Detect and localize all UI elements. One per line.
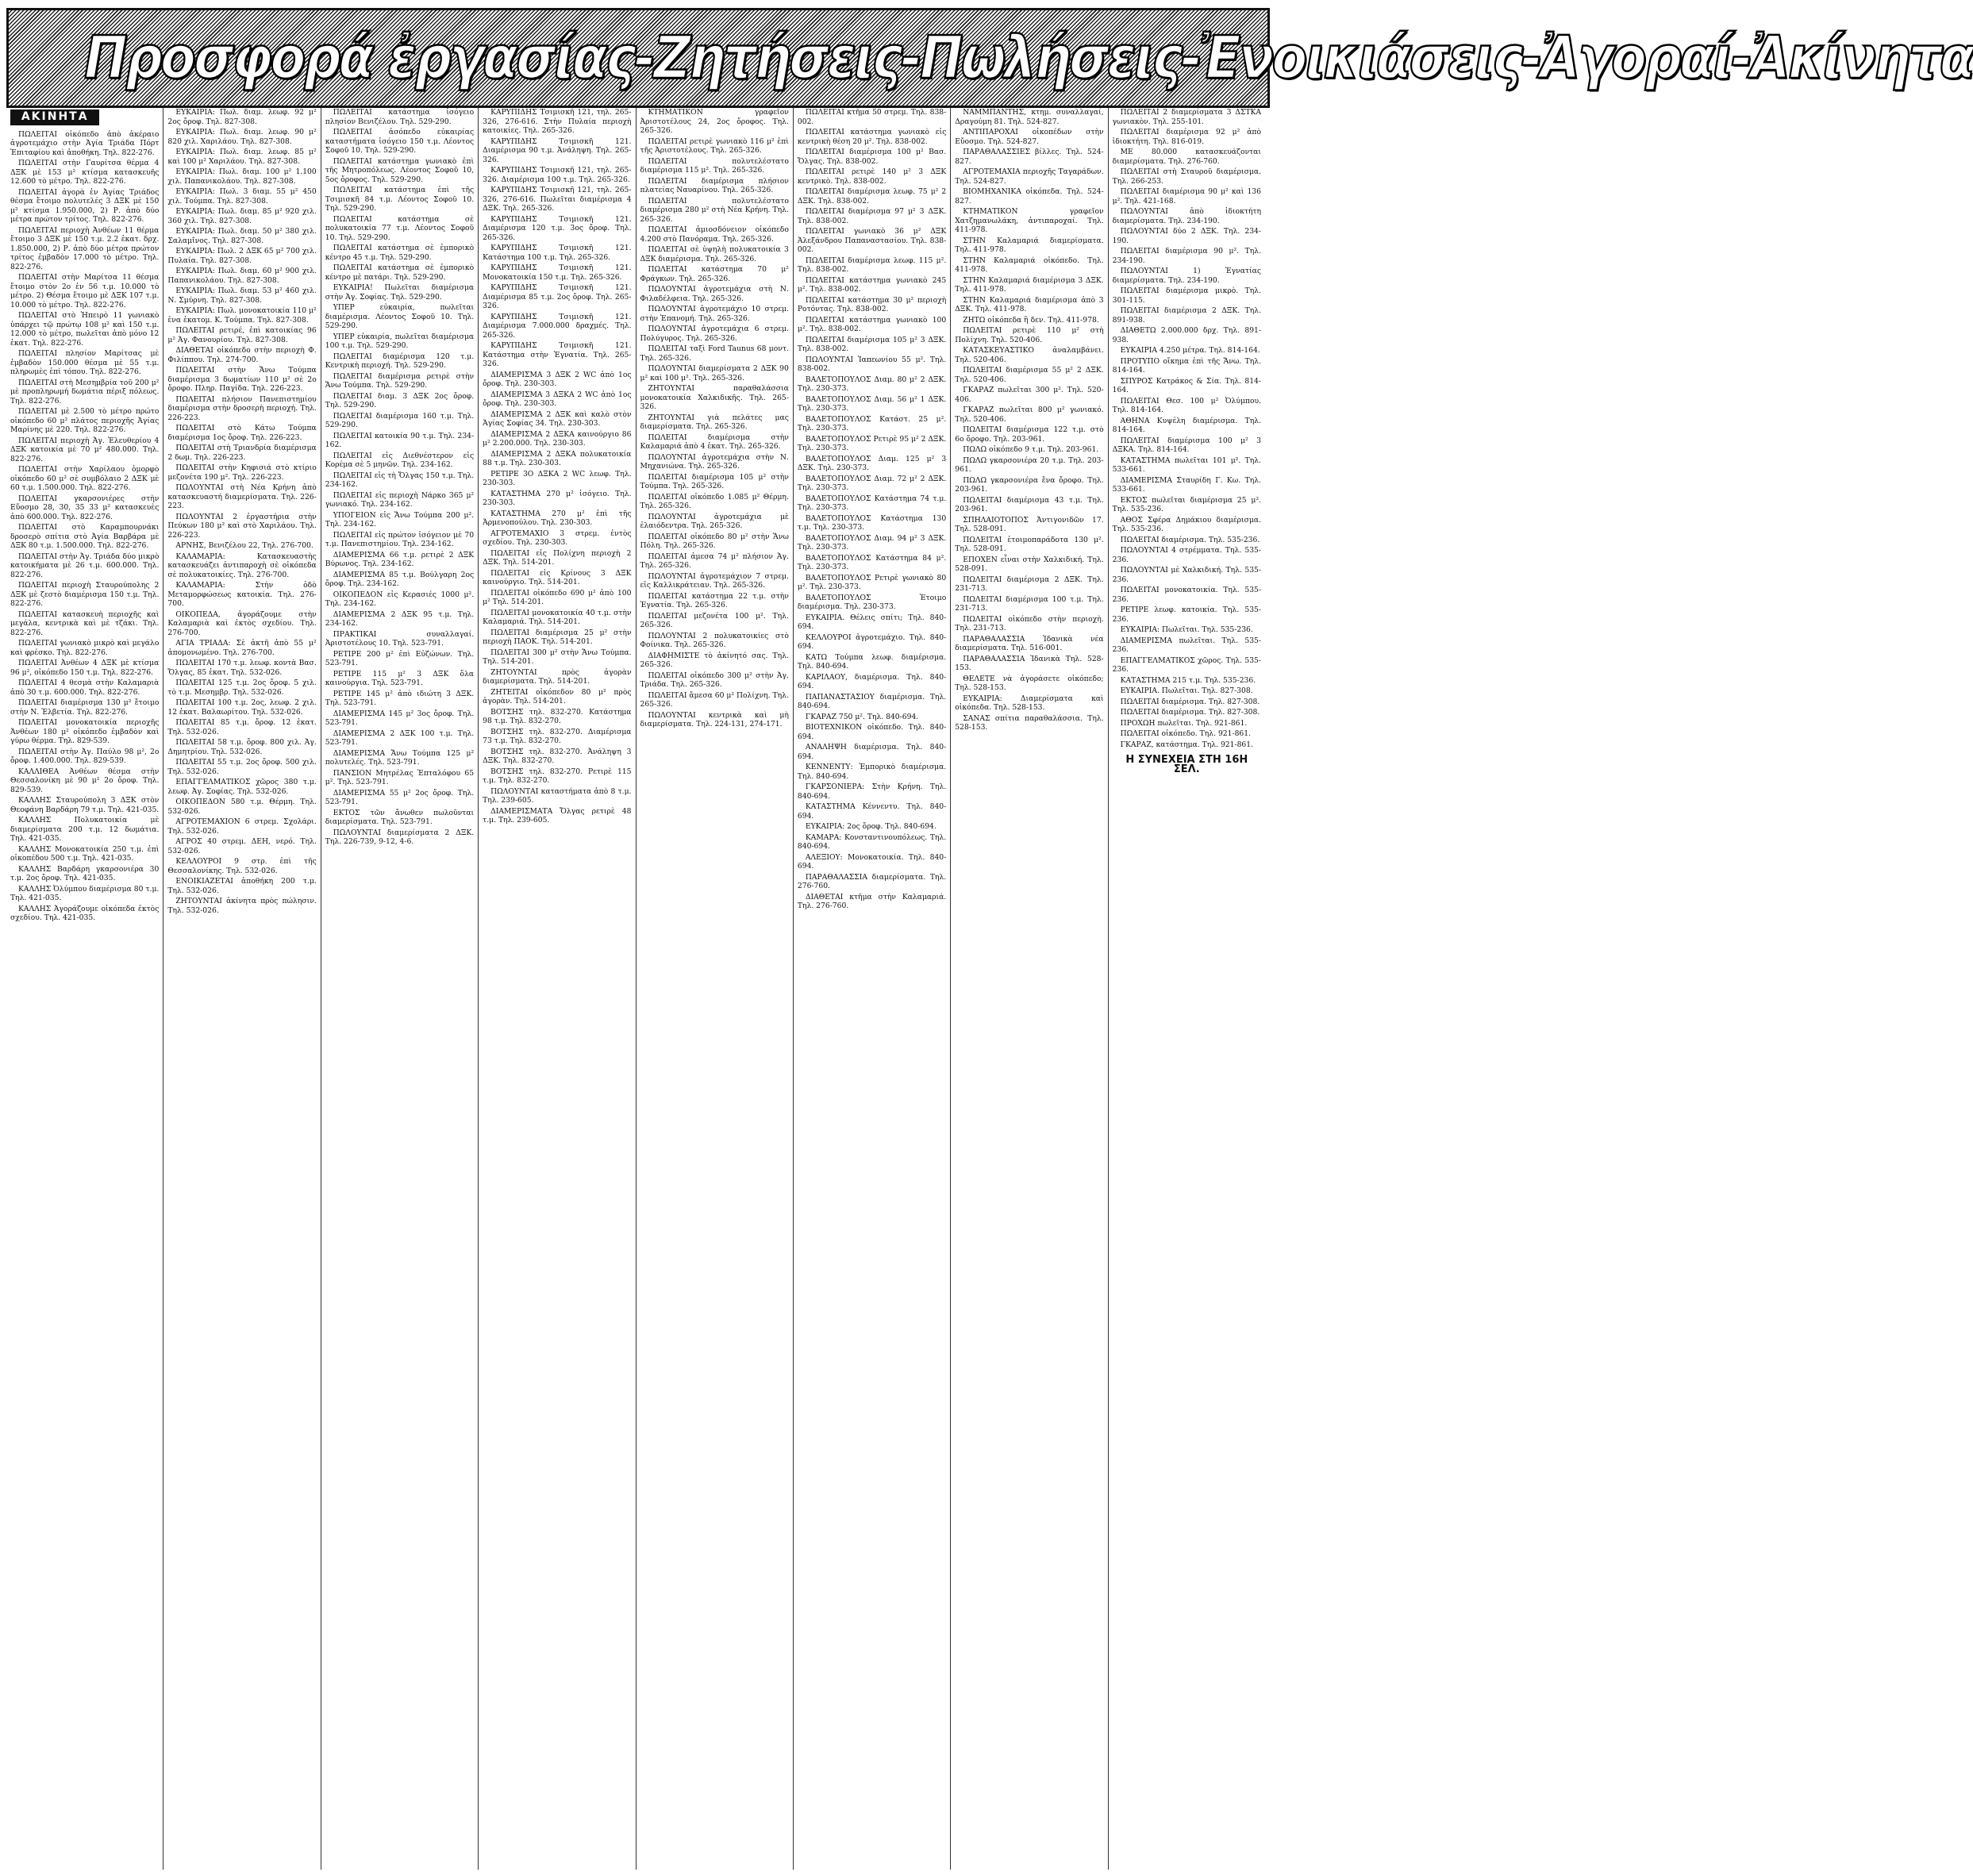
classified-ad: ΥΠΕΡ εὐκαιρία, πωλεῖται διαμέρισμα. Λέοντος Σοφοῦ 10. Τηλ. 529-290. <box>325 303 475 330</box>
classified-ad: ΠΩΛΩ γκαρσονιέρα 20 τ.μ. Τηλ. 203-961. <box>955 456 1104 474</box>
classified-ad: ΠΑΡΑΘΑΛΑΣΣΙΑ διαμερίσματα. Τηλ. 276-760. <box>797 872 947 890</box>
column-7 <box>950 108 1107 1870</box>
classified-ad: ΠΩΛΕΙΤΑΙ κατάστημα ἐπὶ τῆς Τσιμισκῆ 84 τ.μ. Λέοντος Σοφοῦ 10. Τηλ. 529-290. <box>325 186 475 213</box>
classified-ad: ΔΙΑΜΕΡΙΣΜΑ 66 τ.μ. ρετιρὲ 2 ΔΞΚ Βύρωνος. Τηλ. 234-162. <box>325 550 475 568</box>
classified-ad: ΕΥΚΑΙΡΙΑ: 2ος ὄροφ. Τηλ. 840-694. <box>805 822 937 831</box>
classified-ad: ΠΩΛΕΙΤΑΙ εἰς τὴ Ὄλγας 150 τ.μ. Τηλ. 234-162. <box>325 471 475 489</box>
classified-ad: ΒΑΛΕΤΟΠΟΥΛΟΣ Διαμ. 125 μ² 3 ΔΞΚ. Τηλ. 230-373. <box>797 454 947 472</box>
classified-ad: ΠΩΛΕΙΤΑΙ διαμέρισμα 43 τ.μ. Τηλ. 203-961. <box>955 495 1104 513</box>
classified-ad: ΠΩΛΟΥΝΤΑΙ μὲ Χαλκιδική. Τηλ. 535-236. <box>1112 566 1261 584</box>
classified-ad: ΒΟΤΣΗΣ τηλ. 832-270. Κατάστημα 98 τ.μ. Τηλ. 832-270. <box>483 707 632 725</box>
classified-ad: ΠΩΛΕΙΤΑΙ διαμέρισμα ρετιρὲ στὴν Ἄνω Τούμπα. Τηλ. 529-290. <box>325 371 475 390</box>
classified-ad: ΔΙΑΜΕΡΙΣΜΑ 2 ΔΞΚΑ πολυκατοικία 88 τ.μ. Τηλ. 230-303. <box>483 449 632 467</box>
classified-ad: ΠΩΛΕΙΤΑΙ διαμέρισμα λεωφ. 75 μ² 2 ΔΞΚ. Τηλ. 838-002. <box>797 187 947 206</box>
classified-ad: ΕΠΑΓΓΕΛΜΑΤΙΚΟΣ χῶρος 380 τ.μ. λεωφ. Ἀγ. Σοφίας. Τηλ. 532-026. <box>167 778 317 796</box>
classified-ad: ΒΑΛΕΤΟΠΟΥΛΟΣ Κατάστημα 84 μ². Τηλ. 230-373. <box>797 553 947 571</box>
classified-ad: ΚΑΡΥΠΙΔΗΣ Τσιμισκῆ 121. Διαμέρισμα 7.000.000 δραχμές. Τηλ. 265-326. <box>483 312 632 340</box>
classified-ad: ΚΑΤΑΣΤΗΜΑ πωλεῖται 101 μ². Τηλ. 533-661. <box>1112 456 1261 474</box>
classified-ad: ΣΤΗΝ Καλαμαριά διαμερίσματα. Τηλ. 411-978. <box>955 236 1104 254</box>
classified-ad: ΠΩΛΕΙΤΑΙ οἰκόπεδο στὴν περιοχὴ. Τηλ. 231-713. <box>955 614 1104 632</box>
classified-ad: ΠΩΛΕΙΤΑΙ ρετιρέ, ἐπὶ κατοικίας 96 μ² Ἀγ. Φανουρίου. Τηλ. 827-308. <box>167 326 317 344</box>
classified-ad: ΠΩΛΕΙΤΑΙ διαμέρισμα πλήσιον πλατείας Ναυαρίνου. Τηλ. 265-326. <box>640 176 789 194</box>
classified-ad: ΠΩΛΕΙΤΑΙ ἀγορὰ ἐν Ἀγίας Τριάδος θέσμα ἔτοιμο πολυτελές 3 ΔΞΚ μὲ 150 μ² κτίσμα 1.950.000, 2) Ρ. ἀπὸ δύο μέτρα πρώτον τρίτος. Τηλ. 822-276. <box>10 187 160 224</box>
classified-ad: ΠΩΛΕΙΤΑΙ πολυτελέστατο διαμέρισμα 115 μ². Τηλ. 265-326. <box>640 156 789 175</box>
classified-ad: ΠΩΛΕΙΤΑΙ στὴν Ἀγ. Παύλο 98 μ², 2ο ὄροφ. 1.400.000. Τηλ. 829-539. <box>10 747 160 765</box>
classified-ad: ΠΩΛΕΙΤΑΙ εἰς Κρίνους 3 ΔΞΚ καινούργιο. Τηλ. 514-201. <box>483 568 632 586</box>
classified-ad: ΠΩΛΕΙΤΑΙ περιοχὴ Ἀγ. Ἐλευθερίου 4 ΔΞΚ κατοικία μὲ 70 μ² 480.000. Τηλ. 822-276. <box>10 436 160 463</box>
classified-ad: ΠΩΛΕΙΤΑΙ διαμέρισμα 120 τ.μ. Κεντρικὴ περιοχή. Τηλ. 529-290. <box>325 352 475 370</box>
classified-ad: ΠΩΛΕΙΤΑΙ διαμέρισμα 25 μ² στὴν περιοχὴ ΠΑΟΚ. Τηλ. 514-201. <box>483 628 632 646</box>
classified-ad: ΠΩΛΕΙΤΑΙ περιοχὴ Ἀνθέων 11 θέρμα ἔτοιμο 3 ΔΞΚ μὲ 150 τ.μ. 2.2 ἑκατ. δρχ. 1.850.000, 2) Ρ. ἀπὸ δύο μέτρα πρώτον τρίτος ἐμβαδὸν 17.000 τὸ μέτρο. Τηλ. 822-276. <box>10 225 160 271</box>
classified-ad: ΖΗΤΕΙΤΑΙ οἰκόπεδον 80 μ² πρὸς ἀγορὰν. Τηλ. 514-201. <box>483 687 632 705</box>
classified-ad: ΔΙΑΜΕΡΙΣΜΑ 2 ΔΞΚΑ καινούργιο 86 μ² 2.200.000. Τηλ. 230-303. <box>483 429 632 448</box>
classified-ad: ΠΩΛΕΙΤΑΙ στὸ Καραμπουρνάκι δροσερὸ σπίτια στὸ Ἀγία Βαρβάρα μὲ ΔΞΚ 80 τ.μ. 1.500.000. Τηλ. 822-276. <box>10 523 160 550</box>
classified-ad: ΠΩΛΟΥΝΤΑΙ ἀγροτεμάχια στὴ Ν. Φιλαδέλφεια. Τηλ. 265-326. <box>640 285 789 303</box>
classified-ad: ΓΚΑΡΑΖ πωλεῖται 300 μ². Τηλ. 520-406. <box>955 386 1104 404</box>
classified-ad: ΕΥΚΑΙΡΙΑ. Θέλεις σπίτι; Τηλ. 840-694. <box>797 613 947 631</box>
classified-ad: ΠΩΛΕΙΤΑΙ ἀμιοσδόνειον οἰκόπεδο 4.200 στὸ Πανόραμα. Τηλ. 265-326. <box>640 225 789 244</box>
classified-ad: ΠΩΛΕΙΤΑΙ στὴν Μαρίτσα 11 θέσμα ἔτοιμο στὸν 2ο ἐν 56 τ.μ. 10.000 τὸ μέτρο. 2) Θέσμα ἔτοιμο μὲ ΔΞΚ 107 τ.μ. 10.000 τὸ μέτρο. Τηλ. 822-276. <box>10 273 160 309</box>
classified-ad: ΠΩΛΕΙΤΑΙ μονοκατοικία. Τηλ. 535-236. <box>1112 586 1261 604</box>
classified-ad: ΠΩΛΕΙΤΑΙ διαμέρισμα 2 ΔΞΚ. Τηλ. 231-713. <box>955 575 1104 593</box>
column-5 <box>636 108 793 1870</box>
classified-ad: ΠΩΛΕΙΤΑΙ διαμέρισμα 105 μ² 3 ΔΞΚ. Τηλ. 838-002. <box>797 335 947 353</box>
classified-ad: ΖΗΤΟΥΝΤΑΙ γιὰ πελάτες μας διαμερίσματα. Τηλ. 265-326. <box>640 413 789 431</box>
classified-ad: ΠΩΛΕΙΤΑΙ πλήσιον Πανεπιστημίου διαμέρισμα στὴν δροσερὴ περιοχή. Τηλ. 226-223. <box>167 394 317 422</box>
classified-ad: ΠΩΛΕΙΤΑΙ διαμέρισμα 160 τ.μ. Τηλ. 529-290. <box>325 411 475 429</box>
classified-ad: ΚΑΤΩ Τούμπα λεωφ. διαμέρισμα. Τηλ. 840-694. <box>797 652 947 671</box>
column-2 <box>163 108 320 1870</box>
classified-ad: ΠΩΛΕΙΤΑΙ μονοκατοικία 40 τ.μ. στὴν Καλαμαριά. Τηλ. 514-201. <box>483 608 632 626</box>
classified-ad: ΠΩΛΕΙΤΑΙ στὴ Μεσημβρία τοῦ 200 μ² μὲ προπληρωμή δωμάτια πέριξ πόλεως. Τηλ. 822-276. <box>10 378 160 406</box>
classified-ad: ΕΥΚΑΙΡΙΑ: Πωλ. διαμ. λεωφ. 90 μ² 820 χιλ. Χαριλάου. Τηλ. 827-308. <box>167 128 317 146</box>
classified-ad: ΡΕΤΙΡΕ λεωφ. κατοικία. Τηλ. 535-236. <box>1112 605 1261 624</box>
classified-ad: ΒΑΛΕΤΟΠΟΥΛΟΣ Ρετιρὲ 95 μ² 2 ΔΞΚ. Τηλ. 230-373. <box>797 434 947 452</box>
classified-ad: ΠΑΡΑΘΑΛΑΣΣΙΕΣ βίλλες. Τηλ. 524-827. <box>955 148 1104 166</box>
classified-ad: ΠΩΛΩ γκαρσονιέρα ἕνα ὄροφο. Τηλ. 203-961. <box>955 475 1104 494</box>
classified-ad: ΚΑΛΛΗΣ Ὀλύμπου διαμέρισμα 80 τ.μ. Τηλ. 421-035. <box>10 884 160 902</box>
classified-ad: ΕΥΚΑΙΡΙΑ: Πωλ. 2 ΔΞΚ 65 μ² 700 χιλ. Πυλαία. Τηλ. 827-308. <box>167 247 317 265</box>
classified-ad: ΔΙΑΘΕΤΑΙ κτῆμα στὴν Καλαμαριά. Τηλ. 276-760. <box>797 892 947 910</box>
classified-ad: ΣΤΗΝ Καλαμαριά διαμέρισμα ἀπὸ 3 ΔΞΚ. Τηλ. 411-978. <box>955 295 1104 313</box>
banner-title: Προσφορά ἐργασίας-Ζητήσεις-Πωλήσεις-Ἐνοικιάσεις-Ἀγοραί-Ἀκίνητα <box>84 24 1973 92</box>
classified-ad: ΠΡΟΧΩΗ πωλεῖται. Τηλ. 921-861. <box>1120 718 1248 728</box>
classified-ad: ΡΕΤΙΡΕ 200 μ² ἐπὶ Εὐζώνων. Τηλ. 523-791. <box>325 649 475 667</box>
classified-ad: ΠΩΛΕΙΤΑΙ κατάστημα σὲ πολυκατοικία 77 τ.μ. Λέοντος Σοφοῦ 10. Τηλ. 529-290. <box>325 214 475 242</box>
classified-ad: ΝΑΜΜΠΑΝΤΗΣ, κτημ. συναλλαγαί, Δραγούμη 81. Τηλ. 524-827. <box>955 108 1104 126</box>
classified-ad: ΚΑΡΥΠΙΔΗΣ Τσιμισκῆ 121, τηλ. 265-326, 276-616. Πωλεῖται διαμέρισμα 4 ΔΞΚ. Τηλ. 265-326. <box>483 186 632 213</box>
classified-ad: ΓΚΑΡΑΖ πωλεῖται 800 μ² γωνιακό. Τηλ. 520-406. <box>955 406 1104 424</box>
classified-ad: ΠΩΛΕΙΤΑΙ 58 τ.μ. ὄροφ. 800 χιλ. Ἀγ. Δημητρίου. Τηλ. 532-026. <box>167 738 317 756</box>
page-banner <box>6 8 1973 108</box>
classified-ad: ΑΓΡΟΤΕΜΑΧΙΑ περιοχῆς Ταγαράδων. Τηλ. 524-827. <box>955 167 1104 186</box>
classified-ad: ΚΑΤΑΣΚΕΥΑΣΤΙΚΟ ἀναλαμβάνει. Τηλ. 520-406. <box>955 346 1104 364</box>
classified-ad: ΔΙΑΜΕΡΙΣΜΑ 55 μ² 2ος ὄροφ. Τηλ. 523-791. <box>325 788 475 806</box>
classified-ad: ΠΩΛΟΥΝΤΑΙ στὴ Νέα Κρήνη ἀπὸ κατασκευαστή διαμερίσματα. Τηλ. 226-223. <box>167 483 317 510</box>
classified-ad: ΠΑΠΑΝΑΣΤΑΣΙΟΥ διαμέρισμα. Τηλ. 840-694. <box>797 692 947 710</box>
classified-ad: ΠΡΑΚΤΙΚΑΙ συναλλαγαί. Ἀριστοτέλους 10. Τηλ. 523-791. <box>325 629 475 648</box>
classified-ad: ΒΑΛΕΤΟΠΟΥΛΟΣ Ρετιρὲ γωνιακὸ 80 μ². Τηλ. 230-373. <box>797 573 947 591</box>
classified-ad: ΕΥΚΑΙΡΙΑ: Πωλ. μονοκατοικία 110 μ² ἐνα ἑκατομ. Κ. Τούμπα. Τηλ. 827-308. <box>167 306 317 325</box>
classified-ad: ΠΩΛΕΙΤΑΙ κατάστημα 22 τ.μ. στὴν Ἐγνατία. Τηλ. 265-326. <box>640 591 789 609</box>
classified-ad: ΖΗΤΟΥΝΤΑΙ παραθαλάσσια μονοκατοικία Χαλκιδικῆς. Τηλ. 265-326. <box>640 384 789 411</box>
classified-ad: ΠΩΛΕΙΤΑΙ οἰκόπεδο 300 μ² στὴν Ἀγ. Τριάδα. Τηλ. 265-326. <box>640 671 789 689</box>
classified-ad: ΚΑΡΥΠΙΔΗΣ Τσιμισκῆ 121. Μονοκατοικία 150 τ.μ. Τηλ. 265-326. <box>483 263 632 282</box>
classified-ad: ΚΤΗΜΑΤΙΚΟΝ γραφεῖον Ἀριστοτέλους 24, 2ος ὄροφος. Τηλ. 265-326. <box>640 108 789 135</box>
classified-ad: ΠΩΛΕΙΤΑΙ κατασκευὴ περιοχῆς καὶ μεγάλα, κεντρικὰ καὶ μὲ τζάκι. Τηλ. 822-276. <box>10 609 160 637</box>
classified-ad: ΔΙΑΜΕΡΙΣΜΑ 85 τ.μ. Βούλγαρη 2ος ὄροφ. Τηλ. 234-162. <box>325 570 475 588</box>
classified-ad: ΣΠΥΡΟΣ Κατράκος & Σία. Τηλ. 814-164. <box>1112 376 1261 394</box>
classified-ad: ΠΩΛΕΙΤΑΙ κτῆμα 50 στρεμ. Τηλ. 838-002. <box>797 108 947 126</box>
classified-ad: ΠΩΛΕΙΤΑΙ 100 τ.μ. 2ος, λεωφ. 2 χιλ. 12 ἑκατ. Βαλαωρίτου. Τηλ. 532-026. <box>167 698 317 717</box>
classified-ad: ΟΙΚΟΠΕΔΟΝ 580 τ.μ. Θέρμη. Τηλ. 532-026. <box>167 798 317 816</box>
classified-ad: ΠΩΛΕΙΤΑΙ διαμέρισμα 130 μ² ἔτοιμο στὴν Ν. Ἐλβετία. Τηλ. 822-276. <box>10 698 160 717</box>
classified-ad: ΠΩΛΕΙΤΑΙ μὲ 2.500 τὸ μέτρο πρώτο οἰκόπεδο 60 μ² πλάτος περιοχῆς Ἀγίας Μαρίνης μὲ 220. Τηλ. 822-276. <box>10 407 160 434</box>
classified-ad: ΓΚΑΡΣΟΝΙΕΡΑ: Στὴν Κρήνη. Τηλ. 840-694. <box>797 782 947 801</box>
classified-ad: ΠΩΛΕΙΤΑΙ γωνιακὸ 36 μ² ΔΞΚ Ἀλεξάνδρου Παπαναστασίου. Τηλ. 838-002. <box>797 227 947 254</box>
classified-ad: ΕΥΚΑΙΡΙΑ: Πωλ. 3 διαμ. 55 μ² 450 χιλ. Τούμπα. Τηλ. 827-308. <box>167 187 317 206</box>
classified-ad: ΒΙΟΤΕΧΝΙΚΟΝ οἰκόπεδο. Τηλ. 840-694. <box>797 723 947 741</box>
classified-ad: ΕΥΚΑΙΡΙΑ: Πωλ. διαμ. 85 μ² 920 χιλ. 360 χιλ. Τηλ. 827-308. <box>167 207 317 225</box>
classified-ad: ΠΩΛΟΥΝΤΑΙ ἀπὸ ἰδιοκτήτη διαμερίσματα. Τηλ. 234-190. <box>1112 207 1261 225</box>
classified-ad: ΠΩΛΕΙΤΑΙ εἰς Πολίχνη περιοχὴ 2 ΔΞΚ. Τηλ. 514-201. <box>483 548 632 567</box>
classified-ad: ΕΥΚΑΙΡΙΑ 4.250 μέτρα. Τηλ. 814-164. <box>1120 346 1260 355</box>
classified-ad: ΕΥΚΑΙΡΙΑ! Πωλεῖται διαμέρισμα στὴν Ἀγ. Σοφίας. Τηλ. 529-290. <box>325 283 475 302</box>
classified-ad: ΠΩΛΕΙΤΑΙ γωνιακὸ μικρὸ καὶ μεγάλο καὶ φρέσκο. Τηλ. 822-276. <box>10 639 160 657</box>
classified-ad: ΠΩΛΟΥΝΤΑΙ Ἰαπεωνίου 55 μ². Τηλ. 838-002. <box>797 355 947 373</box>
classified-ad: ΔΙΑΜΕΡΙΣΜΑ Ἄνω Τούμπα 125 μ² πολυτελές. Τηλ. 523-791. <box>325 748 475 767</box>
classified-ad: ΠΩΛΕΙΤΑΙ στὴ Τριανδρία διαμέρισμα 2 δωμ. Τηλ. 226-223. <box>167 444 317 462</box>
classified-ad: ΠΩΛΕΙΤΑΙ ρετιρὲ 140 μ² 3 ΔΞΚ κεντρικὸ. Τηλ. 838-002. <box>797 167 947 186</box>
classified-ad: ΠΩΛΕΙΤΑΙ ρετιρὲ γωνιακὸ 116 μ² ἐπὶ τῆς Ἀριστοτέλους. Τηλ. 265-326. <box>640 136 789 155</box>
classified-ad: ΠΩΛΟΥΝΤΑΙ δύο 2 ΔΞΚ. Τηλ. 234-190. <box>1112 227 1261 245</box>
classified-ad: ΑΘΟΣ Σφέρα Δημάκιου διαμέρισμα. Τηλ. 535-236. <box>1112 515 1261 533</box>
classified-ad: ΠΩΛΟΥΝΤΑΙ διαμερίσματα 2 ΔΞΚ. Τηλ. 226-739, 9-12, 4-6. <box>325 828 475 846</box>
classified-ad: ΠΩΛΕΙΤΑΙ διαμέρισμα. Τηλ. 535-236. <box>1120 535 1260 544</box>
classified-ad: ΚΑΛΑΜΑΡΙΑ: Κατασκευαστὴς κατασκευάζει ἀντιπαροχὴ σὲ οἰκόπεδα σὲ πολυκατοικίες. Τηλ. 276-700. <box>167 552 317 579</box>
classified-ad: ΠΩΛΕΙΤΑΙ κατάστημα σὲ ἐμπορικὸ κέντρο 45 τ.μ. Τηλ. 529-290. <box>325 244 475 262</box>
classified-ad: ΕΥΚΑΙΡΙΑ. Πωλεῖται. Τηλ. 827-308. <box>1120 686 1253 695</box>
classified-ad: ΕΥΚΑΙΡΙΑ: Πωλ. διαμ. λεωφ. 92 μ² 2ος ὄροφ. Τηλ. 827-308. <box>167 108 317 126</box>
classified-ad: ΚΑΛΛΙΘΕΑ Ἀνθέων θέσμα στὴν Θεσσαλονίκη μὲ 90 μ² 2ο ὄροφ. Τηλ. 829-539. <box>10 767 160 794</box>
classified-ad: ΒΑΛΕΤΟΠΟΥΛΟΣ Κατάστημα 74 τ.μ. Τηλ. 230-373. <box>797 494 947 512</box>
classified-ad: ΠΩΛΕΙΤΑΙ διαμέρισμα 92 μ² ἀπὸ ἰδιοκτήτη. Τηλ. 816-019. <box>1112 128 1261 146</box>
classified-ad: ΑΛΕΞΙΟΥ: Μονοκατοικία. Τηλ. 840-694. <box>797 852 947 871</box>
classified-ad: ΠΩΛΕΙΤΑΙ 4 θεσμὰ στὴν Καλαμαριὰ ἀπὸ 30 τ.μ. 600.000. Τηλ. 822-276. <box>10 679 160 697</box>
classified-ad: ΠΩΛΟΥΝΤΑΙ διαμερίσματα 2 ΔΞΚ 90 μ² καὶ 100 μ². Τηλ. 265-326. <box>640 364 789 383</box>
classified-ad: ΣΤΗΝ Καλαμαριά οἰκόπεδο. Τηλ. 411-978. <box>955 256 1104 274</box>
classified-ad: ΒΟΤΣΗΣ τηλ. 832-270. Διαμέρισμα 73 τ.μ. Τηλ. 832-270. <box>483 727 632 745</box>
column-1 <box>6 108 163 1870</box>
classified-ad: ΠΩΛΕΙΤΑΙ μονοκατοικία περιοχῆς Ἀνθέων 180 μ² οἰκόπεδο ἐμβαδὸν καὶ γύρω θέρμα. Τηλ. 829-539. <box>10 718 160 745</box>
classified-ad: ΠΩΛΕΙΤΑΙ ἀμεσα 74 μ² πλήσιον Ἁγ. Τηλ. 265-326. <box>640 552 789 570</box>
classified-ad: ΠΩΛΟΥΝΤΑΙ κεντρικὰ καὶ μὴ διαμερίσματα. Τηλ. 224-131, 274-171. <box>640 710 789 728</box>
classified-ad: ΒΑΛΕΤΟΠΟΥΛΟΣ Διαμ. 80 μ² 2 ΔΞΚ. Τηλ. 230-373. <box>797 375 947 393</box>
classified-ad: ΠΑΡΑΘΑΛΑΣΣΙΑ Ἰδανικὰ νέα διαμερίσματα. Τηλ. 516-001. <box>955 634 1104 652</box>
classified-ad: ΔΙΑΜΕΡΙΣΜΑ 2 ΔΞΚ 100 τ.μ. Τηλ. 523-791. <box>325 728 475 747</box>
classified-ad: ΓΚΑΡΑΖ 750 μ². Τηλ. 840-694. <box>805 712 919 721</box>
classified-ad: ΠΩΛΕΙΤΑΙ διαμέρισμα στὴν Καλαμαριά ἀπὸ 4 ἑκατ. Τηλ. 265-326. <box>640 432 789 451</box>
classified-ad: ΠΩΛΕΙΤΑΙ οἰκόπεδο 1.085 μ² Θέρμη. Τηλ. 265-326. <box>640 492 789 510</box>
classified-ad: ΕΚΤΟΣ πωλεῖται διαμέρισμα 25 μ². Τηλ. 535-236. <box>1112 495 1261 513</box>
classified-ad: ΠΩΛΟΥΝΤΑΙ ἀγροτεμάχιον 7 στρεμ. εἰς Καλλικράτειαν. Τηλ. 265-326. <box>640 571 789 590</box>
classified-ad: ΠΩΛΕΙΤΑΙ στὴν Ἀγ. Τριάδα δύο μικρὸ κατοικήματα μὲ 26 τ.μ. 600.000. Τηλ. 822-276. <box>10 552 160 579</box>
classified-ad: ΠΩΛΕΙΤΑΙ κατοικία 90 τ.μ. Τηλ. 234-162. <box>325 431 475 449</box>
classified-ad: ΜΕ 80.000 κατασκευάζονται διαμερίσματα. Τηλ. 276-760. <box>1112 148 1261 166</box>
classified-ad: ΠΩΛΕΙΤΑΙ κατάστημα 30 μ² περιοχὴ Ροτόντας. Τηλ. 838-002. <box>797 295 947 313</box>
classified-ad: ΠΩΛΕΙΤΑΙ διαμέρισμα μικρὸ. Τηλ. 301-115. <box>1112 286 1261 305</box>
classified-ad: ΚΑΤΑΣΤΗΜΑ 215 τ.μ. Τηλ. 535-236. <box>1120 675 1256 685</box>
classified-ad: ΕΥΚΑΙΡΙΑ: Διαμερίσματα καὶ οἰκόπεδα. Τηλ. 528-153. <box>955 694 1104 712</box>
classified-ad: ΚΑΛΛΗΣ Πολυκατοικία μὲ διαμερίσματα 200 τ.μ. 12 δωμάτια. Τηλ. 421-035. <box>10 816 160 843</box>
classified-ad: ΠΩΛΕΙΤΑΙ διαμ. 3 ΔΞΚ 2ος ὄροφ. Τηλ. 529-290. <box>325 391 475 409</box>
classified-ad: ΠΩΛΕΙΤΑΙ ἀσόπεδο εὐκαιρίας καταστήματα ἰσόγειο 150 τ.μ. Λέοντος Σοφοῦ 10. Τηλ. 529-290. <box>325 128 475 155</box>
classified-ad: ΠΩΛΕΙΤΑΙ Θεσ. 100 μ² Ὀλύμπου. Τηλ. 814-164. <box>1112 396 1261 414</box>
classified-ad: ΚΤΗΜΑΤΙΚΟΝ γραφεῖον Χατζημανωλάκη, ἀντιπαροχαί. Τηλ. 411-978. <box>955 207 1104 234</box>
classified-ad: ΣΠΗΛΑΙΟΤΟΠΟΣ Ἀντιγονιδῶν 17. Τηλ. 528-091. <box>955 515 1104 533</box>
classified-ad: ΡΕΤΙΡΕ 3Ο ΔΞΚΑ 2 WC λεωφ. Τηλ. 230-303. <box>483 469 632 487</box>
classified-ad: ΒΙΟΜΗΧΑΝΙΚΑ οἰκόπεδα. Τηλ. 524-827. <box>955 187 1104 206</box>
classified-ad: ΚΑΛΛΗΣ Μονοκατοικία 250 τ.μ. ἐπὶ οἰκοπέδου 500 τ.μ. Τηλ. 421-035. <box>10 844 160 863</box>
classified-ad: ΠΩΛΕΙΤΑΙ στὴν Χαρίλαου ὁμορφὸ οἰκόπεδο 60 μ² σὲ συμβόλαιο 2 ΔΞΚ μὲ 60 τ.μ. 1.500.000. Τηλ. 822-276. <box>10 465 160 492</box>
classified-ad: ΔΙΑΜΕΡΙΣΜΑ 2 ΔΞΚ καὶ καλὸ στὸν Ἀγίας Σοφίας 34. Τηλ. 230-303. <box>483 409 632 428</box>
column-4 <box>478 108 635 1870</box>
classified-ad: ΚΑΡΥΠΙΔΗΣ Τσιμισκῆ 121. Διαμέρισμα 85 τ.μ. 2ος ὄροφ. Τηλ. 265-326. <box>483 283 632 310</box>
classified-ad: ΚΕΛΛΟΥΡΟΙ ἀγροτεμάχιο. Τηλ. 840-694. <box>797 632 947 651</box>
classified-ad: ΠΑΡΑΘΑΛΑΣΣΙΑ Ἰδανικὰ Τηλ. 528-153. <box>955 654 1104 672</box>
classified-ad: ΠΩΛΕΙΤΑΙ κατάστημα ἰσόγειο πλησίον Βενιζέλου. Τηλ. 529-290. <box>325 108 475 126</box>
classified-ad: ΚΕΛΛΟΥΡΟΙ 9 στρ. ἐπὶ τῆς Θεσσαλονίκης. Τηλ. 532-026. <box>167 857 317 875</box>
classified-ad: ΠΩΛΕΙΤΑΙ κατάστημα γωνιακὸ 245 μ². Τηλ. 838-002. <box>797 275 947 294</box>
classified-ad: ΔΙΑΘΕΤΩ 2.000.000 δρχ. Τηλ. 891-938. <box>1112 326 1261 344</box>
classified-ad: ΕΥΚΑΙΡΙΑ: Πωλ. διαμ. 60 μ² 900 χιλ. Παπανικολάου. Τηλ. 827-308. <box>167 267 317 285</box>
classified-ad: ΠΩΛΕΙΤΑΙ πλησίον Μαρίτσας μὲ ἐμβαδὸν 150.000 θέσμα μὲ 55 τ.μ. πληρωμὲς ἐπὶ τόπου. Τηλ. 822-276. <box>10 349 160 376</box>
classified-ad: ΑΓΡΟΤΕΜΑΧΙΟ 3 στρεμ. ἐντὸς σχεδίου. Τηλ. 230-303. <box>483 529 632 547</box>
classified-ad: ΚΑΡΥΠΙΔΗΣ Τσιμισκῆ 121, τηλ. 265-326, 276-616. Στὴν Πυλαία περιοχὴ κατοικίες. Τηλ. 265-326. <box>483 108 632 135</box>
classified-ad: ΠΩΛΟΥΝΤΑΙ 4 στρέμματα. Τηλ. 535-236. <box>1112 546 1261 564</box>
classified-ad: ΚΑΤΑΣΤΗΜΑ 270 μ² ἰσόγειο. Τηλ. 230-303. <box>483 489 632 507</box>
classified-ad: ΠΩΛΩ οἰκόπεδο 9 τ.μ. Τηλ. 203-961. <box>963 445 1099 454</box>
classified-ad: ΠΩΛΕΙΤΑΙ μεζονέτα 100 μ². Τηλ. 265-326. <box>640 611 789 629</box>
classified-ad: ΠΩΛΕΙΤΑΙ διαμέρισμα. Τηλ. 827-308. <box>1120 697 1260 706</box>
classified-ad: ΑΘΗΝΑ Κυψέλη διαμέρισμα. Τηλ. 814-164. <box>1112 416 1261 434</box>
classified-ad: ΠΩΛΟΥΝΤΑΙ 2 ἐργαστήρια στὴν Πεύκων 180 μ² καὶ στὸ Χαριλάου. Τηλ. 226-223. <box>167 512 317 540</box>
classified-ad: ΚΑΛΛΗΣ Ἀγοράζουμε οἰκόπεδα ἐκτὸς σχεδίου. Τηλ. 421-035. <box>10 904 160 922</box>
classified-ad: ΠΩΛΕΙΤΑΙ στὴν Γαυρίτσα θέρμα 4 ΔΞΚ μὲ 153 μ² κτίσμα κατασκευῆς 12.600 τὸ μέτρο. Τηλ. 822-276. <box>10 159 160 186</box>
classified-ad: ΚΑΡΥΠΙΔΗΣ Τσιμισκῆ 121. Κατάστημα στὴν Ἐγνατία. Τηλ. 265-326. <box>483 341 632 368</box>
classified-ad: ΑΡΝΗΣ, Βενιζέλου 22, Τηλ. 276-700. <box>175 541 313 550</box>
classified-ad: ΠΩΛΕΙΤΑΙ διαμέρισμα 105 μ² στὴν Τούμπα. Τηλ. 265-326. <box>640 472 789 490</box>
classified-ad: ΚΑΡΙΛΑΟΥ, διαμέρισμα. Τηλ. 840-694. <box>797 672 947 690</box>
classified-ad: ΔΙΑΜΕΡΙΣΜΑΤΑ Ὄλγας ρετιρὲ 48 τ.μ. Τηλ. 239-605. <box>483 806 632 825</box>
classified-ad: ΠΩΛΟΥΝΤΑΙ ἀγροτεμάχια στὴν Ν. Μηχανιώνα. Τηλ. 265-326. <box>640 452 789 471</box>
classified-ad: ΠΩΛΕΙΤΑΙ διαμέρισμα 90 μ². Τηλ. 234-190. <box>1112 247 1261 265</box>
classified-ad: ΠΩΛΕΙΤΑΙ 170 τ.μ. λεωφ. κοντὰ Βασ. Ὄλγας, 85 ἑκατ. Τηλ. 532-026. <box>167 659 317 677</box>
classified-ad: ΠΩΛΕΙΤΑΙ οἰκόπεδο. Τηλ. 921-861. <box>1120 729 1252 738</box>
classified-ad: ΕΥΚΑΙΡΙΑ: Πωλ. διαμ. 53 μ² 460 χιλ. Ν. Σμύρνη. Τηλ. 827-308. <box>167 286 317 305</box>
classified-ad: ΖΗΤΟΥΝΤΑΙ πρὸς ἀγορὰν διαμερίσματα. Τηλ. 514-201. <box>483 667 632 686</box>
classified-ad: ΠΩΛΕΙΤΑΙ 85 τ.μ. ὄροφ. 12 ἑκατ. Τηλ. 532-026. <box>167 718 317 736</box>
classified-ad: ΠΩΛΟΥΝΤΑΙ ἀγροτεμάχια μὲ ἐλαιόδεντρα. Τηλ. 265-326. <box>640 512 789 530</box>
classified-ad: ΠΩΛΕΙΤΑΙ ἄμεσα 60 μ² Πολίχνη. Τηλ. 265-326. <box>640 690 789 709</box>
classified-ad: ΕΠΟΧΕΝ εἶναι στὴν Χαλκιδική. Τηλ. 528-091. <box>955 555 1104 573</box>
continuation-note: Η ΣΥΝΕΧΕΙΑ ΣΤΗ 16Η ΣΕΛ. <box>1125 754 1248 775</box>
classified-ad: ΠΩΛΕΙΤΑΙ περιοχὴ Σταυρούπολης 2 ΔΞΚ μὲ ζεστὸ διαμέρισμα 150 τ.μ. Τηλ. 822-276. <box>10 581 160 608</box>
classified-ad: ΕΚΤΟΣ τῶν ἄνωθεν πωλοῦνται διαμερίσματα. Τηλ. 523-791. <box>325 808 475 826</box>
classified-ad: ΒΑΛΕΤΟΠΟΥΛΟΣ Διαμ. 94 μ² 3 ΔΞΚ. Τηλ. 230-373. <box>797 533 947 552</box>
classified-ad: ΒΑΛΕΤΟΠΟΥΛΟΣ Ἐτοιμο διαμέρισμα. Τηλ. 230-373. <box>797 593 947 611</box>
classified-ad: ΠΩΛΕΙΤΑΙ σὲ ὑψηλὴ πολυκατοικία 3 ΔΞΚ διαμέρισμα. Τηλ. 265-326. <box>640 245 789 263</box>
classified-ad: ΠΩΛΕΙΤΑΙ Ἀνθέων 4 ΔΞΚ μὲ κτίσμα 96 μ², οἰκόπεδο 150 τ.μ. Τηλ. 822-276. <box>10 659 160 677</box>
classified-ad: ΠΩΛΟΥΝΤΑΙ ἀγροτεμάχιο 10 στρεμ. στὴν Ἐπανομή. Τηλ. 265-326. <box>640 305 789 323</box>
classified-ad: ΣΤΗΝ Καλαμαριά διαμέρισμα 3 ΔΞΚ. Τηλ. 411-978. <box>955 275 1104 294</box>
column-6 <box>793 108 950 1870</box>
classified-ad: ΠΩΛΕΙΤΑΙ εἰς περιοχὴ Νάρκο 365 μ² γωνιακό. Τηλ. 234-162. <box>325 490 475 509</box>
classified-ad: ΠΩΛΟΥΝΤΑΙ 1) Ἐγνατίας διαμερίσματα. Τηλ. 234-190. <box>1112 267 1261 285</box>
classified-ad: ΠΩΛΕΙΤΑΙ στὸ Ἡπειρὸ 11 γωνιακὸ ὑπάρχει τῷ πρώτῳ 108 μ² καὶ 150 τ.μ. 12.000 τὸ μέτρο, πωλεῖται ἀπὸ μόνο 12 ἑκατ. Τηλ. 822-276. <box>10 311 160 348</box>
column-8 <box>1108 108 1265 1870</box>
classified-ad: ΔΙΑΜΕΡΙΣΜΑ 3 ΔΞΚ 2 WC ἀπὸ 1ος ὄροφ. Τηλ. 230-303. <box>483 370 632 388</box>
classified-ad: ΥΠΕΡ εὐκαιρία, πωλεῖται διαμέρισμα 100 τ.μ. Τηλ. 529-290. <box>325 332 475 350</box>
classified-ad: ΔΙΑΘΕΤΑΙ οἰκόπεδο στὴν περιοχὴ Φ. Φιλίππου. Τηλ. 274-700. <box>167 346 317 364</box>
classified-ad: ΠΩΛΕΙΤΑΙ εἰς πρώτον ἰσόγειον μὲ 70 τ.μ. Πανεπιστημίου. Τηλ. 234-162. <box>325 530 475 548</box>
classified-ad: ΠΩΛΕΙΤΑΙ ταξὶ Ford Taunus 68 μοντ. Τηλ. 265-326. <box>640 344 789 363</box>
classified-ad: ΠΩΛΕΙΤΑΙ 125 τ.μ. 2ος ὄροφ. 5 χιλ. τὸ τ.μ. Μεσημβρ. Τηλ. 532-026. <box>167 679 317 697</box>
classified-ad: ΚΑΛΛΗΣ Σταυρούπολη 3 ΔΞΚ στὸν Θεοφάνη Βαρδάρη 79 τ.μ. Τηλ. 421-035. <box>10 796 160 814</box>
classified-ad: ΠΩΛΕΙΤΑΙ διαμέρισμα 122 τ.μ. στὸ 6ο ὄροφο. Τηλ. 203-961. <box>955 425 1104 444</box>
classified-ad: ΠΩΛΕΙΤΑΙ γκαρσονιέρες στὴν Εὔοσμο 28, 30, 35 33 μ² κατασκευὲς ἀπὸ 600.000. Τηλ. 822-276. <box>10 494 160 521</box>
classified-ad: ΠΩΛΕΙΤΑΙ διαμέρισμα 100 μ² Βασ. Ὄλγας. Τηλ. 838-002. <box>797 148 947 166</box>
classified-ad: ΣΑΝΑΣ σπίτια παραθαλάσσια. Τηλ. 528-153. <box>955 713 1104 732</box>
classified-ad: ΚΕΝΝΕΝΤΥ: Ἐμπορικὸ διαμέρισμα. Τηλ. 840-694. <box>797 763 947 781</box>
classified-ad: ΠΩΛΕΙΤΑΙ 55 τ.μ. 2ος ὄροφ. 500 χιλ. Τηλ. 532-026. <box>167 758 317 776</box>
classified-ad: ΠΩΛΕΙΤΑΙ διαμέρισμα 90 μ² καὶ 136 μ². Τηλ. 421-168. <box>1112 187 1261 206</box>
classified-ad: ΠΩΛΕΙΤΑΙ στὴ Σταυροῦ διαμέρισμα. Τηλ. 266-253. <box>1112 167 1261 186</box>
classified-ad: ΠΩΛΕΙΤΑΙ διαμέρισμα. Τηλ. 827-308. <box>1120 708 1260 717</box>
classified-ad: ΚΑΡΥΠΙΔΗΣ Τσιμισκῆ 121, τηλ. 265-326. Διαμέρισμα 100 τ.μ. Τηλ. 265-326. <box>483 166 632 184</box>
classified-ad: ΔΙΑΦΗΜΙΣΤΕ τὸ ἀκίνητό σας. Τηλ. 265-326. <box>640 651 789 669</box>
classified-ad: ΒΑΛΕΤΟΠΟΥΛΟΣ Κατάστημα 130 τ.μ. Τηλ. 230-373. <box>797 513 947 532</box>
classified-ad: ΠΩΛΕΙΤΑΙ στὴν Κηφισιά στὸ κτίριο μεζονέτα 190 μ². Τηλ. 226-223. <box>167 463 317 482</box>
classified-ad: ΠΩΛΕΙΤΑΙ 2 διαμερίσματα 3 ΔΣΤΚΑ γωνιακὸν. Τηλ. 255-101. <box>1112 108 1261 126</box>
classified-ad: ΠΩΛΕΙΤΑΙ κατάστημα γωνιακὸ 100 μ². Τηλ. 838-002. <box>797 315 947 333</box>
classified-ad: ΑΝΤΙΠΑΡΟΧΑΙ οἰκοπέδων στὴν Εὔοσμο. Τηλ. 524-827. <box>955 128 1104 146</box>
classified-ad: ΠΩΛΕΙΤΑΙ κατάστημα γωνιακὸ ἐπὶ τῆς Μητροπόλεως. Λέοντος Σοφοῦ 10, 5ος ὄροφος. Τηλ. 529-290. <box>325 156 475 184</box>
classified-ad: ΑΓΡΟΣ 40 στρεμ. ΔΕΗ, νερό. Τηλ. 532-026. <box>167 837 317 855</box>
classified-ad: ΑΝΑΛΗΨΗ διαμέρισμα. Τηλ. 840-694. <box>797 743 947 761</box>
classified-ad: ΔΙΑΜΕΡΙΣΜΑ 145 μ² 3ος ὄροφ. Τηλ. 523-791. <box>325 709 475 727</box>
classified-ad: ΔΙΑΜΕΡΙΣΜΑ Σταυρίδη Γ. Κω. Τηλ. 533-661. <box>1112 475 1261 494</box>
classified-ad: ΠΩΛΕΙΤΑΙ διαμέρισμα 97 μ² 3 ΔΞΚ. Τηλ. 838-002. <box>797 207 947 225</box>
classified-ad: ΚΑΡΥΠΙΔΗΣ Τσιμισκῆ 121. Διαμέρισμα 90 τ.μ. Ἀνάληψη. Τηλ. 265-326. <box>483 136 632 164</box>
classified-ad: ΠΩΛΕΙΤΑΙ οἰκόπεδο 690 μ² ἀπὸ 100 μ² Τηλ. 514-201. <box>483 588 632 606</box>
classified-ad: ΒΑΛΕΤΟΠΟΥΛΟΣ Διαμ. 72 μ² 2 ΔΞΚ. Τηλ. 230-373. <box>797 474 947 492</box>
classified-ad: ΟΙΚΟΠΕΔΟΝ εἰς Κερασιές 1000 μ². Τηλ. 234-162. <box>325 590 475 608</box>
classified-ad: ΒΟΤΣΗΣ τηλ. 832-270. Ἀνάληψη 3 ΔΞΚ. Τηλ. 832-270. <box>483 747 632 765</box>
classified-ad: ΠΩΛΕΙΤΑΙ διαμέρισμα λεωφ. 115 μ². Τηλ. 838-002. <box>797 256 947 274</box>
classified-ad: ΠΩΛΕΙΤΑΙ κατάστημα γωνιακὸ εἰς κεντρικὴ θέση 20 μ². Τηλ. 838-002. <box>797 128 947 146</box>
classified-ad: ΕΠΑΓΓΕΛΜΑΤΙΚΟΣ χῶρος. Τηλ. 535-236. <box>1112 655 1261 674</box>
classified-ad: ΠΩΛΟΥΝΤΑΙ 2 πολυκατοικίες στὸ Φοίνικα. Τηλ. 265-326. <box>640 631 789 649</box>
column-3 <box>321 108 478 1870</box>
classified-ad: ΠΩΛΟΥΝΤΑΙ καταστήματα ἀπὸ 8 τ.μ. Τηλ. 239-605. <box>483 786 632 805</box>
classified-ad: ΡΕΤΙΡΕ 115 μ² 3 ΔΞΚ ὅλα καινούργια. Τηλ. 523-791. <box>325 669 475 687</box>
classified-ad: ΖΗΤΩ οἰκόπεδα ἢ δεν. Τηλ. 411-978. <box>963 315 1099 325</box>
classified-ad: ΒΟΤΣΗΣ τηλ. 832-270. Ρετιρὲ 115 τ.μ. Τηλ. 832-270. <box>483 767 632 785</box>
classified-ad: ΠΩΛΟΥΝΤΑΙ ἀγροτεμάχια 6 στρεμ. Πολύγυρος. Τηλ. 265-326. <box>640 325 789 343</box>
classified-ad: ΚΑΤΑΣΤΗΜΑ Κέννεντυ. Τηλ. 840-694. <box>797 802 947 821</box>
classified-ad: ΔΙΑΜΕΡΙΣΜΑ 2 ΔΞΚ 95 τ.μ. Τηλ. 234-162. <box>325 609 475 628</box>
classified-ad: ΠΩΛΕΙΤΑΙ εἰς Διεθνέστερον εἰς Κορέμα σὲ 5 μηνῶν. Τηλ. 234-162. <box>325 451 475 469</box>
classified-ad: ΓΚΑΡΑΖ, κατάστημα. Τηλ. 921-861. <box>1120 740 1254 749</box>
classified-ad: ΑΓΡΟΤΕΜΑΧΙΟΝ 6 στρεμ. Σχολάρι. Τηλ. 532-026. <box>167 817 317 836</box>
classified-ad: ΠΩΛΕΙΤΑΙ οἰκόπεδο ἀπὸ ἀκέραιο ἀγροτεμάχιο στὴν Ἀγία Τριάδα Πόρτ Ἐπιταφίου καὶ ἀποθήκη. Τηλ. 822-276. <box>10 129 160 157</box>
classified-ad: ΠΩΛΕΙΤΑΙ διαμέρισμα 2 ΔΞΚ. Τηλ. 891-938. <box>1112 306 1261 325</box>
classified-ad: ΑΓΙΑ ΤΡΙΑΔΑ: Σὲ ἀκτῆ ἀπὸ 55 μ² ἀπομονωμένο. Τηλ. 276-700. <box>167 639 317 657</box>
classified-ad: ΠΑΝΣΙΟΝ Μητρέλας Ἐπταλόφου 65 μ². Τηλ. 523-791. <box>325 768 475 786</box>
classified-ad: ΕΥΚΑΙΡΙΑ: Πωλ. διαμ. λεωφ. 85 μ² καὶ 100 μ² Χαριλάου. Τηλ. 827-308. <box>167 148 317 166</box>
classifieds-columns <box>6 108 1265 1870</box>
classified-ad: ΠΩΛΕΙΤΑΙ κατάστημα 70 μ² Φράγκων. Τηλ. 265-326. <box>640 265 789 283</box>
classified-ad: ΠΩΛΕΙΤΑΙ 300 μ² στὴν Ἄνω Τούμπα. Τηλ. 514-201. <box>483 648 632 666</box>
classified-ad: ΚΑΤΑΣΤΗΜΑ 270 μ² ἐπὶ τῆς Ἀρμενοπούλου. Τηλ. 230-303. <box>483 509 632 527</box>
classified-ad: ΠΩΛΕΙΤΑΙ κατάστημα σὲ ἐμπορικὸ κέντρο μὲ πατάρι. Τηλ. 529-290. <box>325 263 475 282</box>
classified-ad: ΘΕΛΕΤΕ νὰ ἀγοράσετε οἰκόπεδο; Τηλ. 528-153. <box>955 674 1104 692</box>
classified-ad: ΠΩΛΕΙΤΑΙ διαμέρισμα 100 μ² 3 ΔΞΚΑ. Τηλ. 814-164. <box>1112 436 1261 454</box>
classified-ad: ΠΩΛΕΙΤΑΙ στὴν Ἄνω Τούμπα διαμέρισμα 3 δωματίων 110 μ² σὲ 2ο ὄροφο. Πληρ. Παγίδα. Τηλ. 226-223. <box>167 366 317 393</box>
classified-ad: ΚΑΡΥΠΙΔΗΣ Τσιμισκῆ 121. Κατάστημα 100 τ.μ. Τηλ. 265-326. <box>483 244 632 262</box>
classified-ad: ΖΗΤΟΥΝΤΑΙ ἀκίνητα πρὸς πώλησιν. Τηλ. 532-026. <box>167 897 317 915</box>
classified-ad: ΡΕΤΙΡΕ 145 μ² ἀπὸ ιδιώτη 3 ΔΞΚ. Τηλ. 523-791. <box>325 689 475 707</box>
classified-ad: ΠΡΟΤΥΠΟ οἴκημα ἐπὶ τῆς Ἄνω. Τηλ. 814-164. <box>1112 356 1261 375</box>
classified-ad: ΕΥΚΑΙΡΙΑ: Πωλ. διαμ. 50 μ² 380 χιλ. Σαλαμῖνος. Τηλ. 827-308. <box>167 227 317 245</box>
classified-ad: ΒΑΛΕΤΟΠΟΥΛΟΣ Διαμ. 56 μ² 1 ΔΞΚ. Τηλ. 230-373. <box>797 394 947 413</box>
classified-ad: ΚΑΜΑΡΑ: Κονσταντινουπόλεως. Τηλ. 840-694. <box>797 832 947 851</box>
classified-ad: ΠΩΛΕΙΤΑΙ οἰκόπεδο 80 μ² στὴν Ἄνω Πόλη. Τηλ. 265-326. <box>640 532 789 550</box>
classified-ad: ΠΩΛΕΙΤΑΙ διαμέρισμα 100 τ.μ. Τηλ. 231-713. <box>955 594 1104 613</box>
classified-ad: ΠΩΛΕΙΤΑΙ ἑτοιμοπαράδοτα 130 μ². Τηλ. 528-091. <box>955 535 1104 553</box>
classified-ad: ΠΩΛΕΙΤΑΙ στὸ Κάτω Τούμπα διαμέρισμα 1ος ὄροφ. Τηλ. 226-223. <box>167 424 317 442</box>
classified-ad: ΕΥΚΑΙΡΙΑ: Πωλεῖται. Τηλ. 535-236. <box>1120 625 1253 634</box>
classified-ad: ΕΥΚΑΙΡΙΑ: Πωλ. διαμ. 100 μ² 1.100 χιλ. Παπανικολάου. Τηλ. 827-308. <box>167 167 317 186</box>
classified-ad: ΔΙΑΜΕΡΙΣΜΑ πωλεῖται. Τηλ. 535-236. <box>1112 636 1261 654</box>
classified-ad: ΒΑΛΕΤΟΠΟΥΛΟΣ Κατάστ. 25 μ². Τηλ. 230-373. <box>797 414 947 432</box>
classified-ad: ΕΝΟΙΚΙΑΖΕΤΑΙ ἀποθήκη 200 τ.μ. Τηλ. 532-026. <box>167 877 317 895</box>
classified-ad: ΠΩΛΕΙΤΑΙ διαμέρισμα 55 μ² 2 ΔΞΚ. Τηλ. 520-406. <box>955 366 1104 384</box>
classified-ad: ΠΩΛΕΙΤΑΙ πολυτελέστατο διαμέρισμα 280 μ² στὴ Νέα Κρήνη. Τηλ. 265-326. <box>640 196 789 224</box>
classified-ad: ΠΩΛΕΙΤΑΙ ρετιρὲ 110 μ² στὴ Πολίχνη. Τηλ. 520-406. <box>955 326 1104 344</box>
classified-ad: ΔΙΑΜΕΡΙΣΜΑ 3 ΔΞΚΑ 2 WC ἀπὸ 1ος ὄροφ. Τηλ. 230-303. <box>483 390 632 408</box>
section-header-akinita: ΑΚΙΝΗΤΑ <box>10 110 99 125</box>
classified-ad: ΚΑΛΑΜΑΡΙΑ: Στὴν ὁδὸ Μεταμορφώσεως κατοικία. Τηλ. 276-700. <box>167 581 317 608</box>
classified-ad: ΥΠΟΓΕΙΟΝ εἰς Ἄνω Τούμπα 200 μ². Τηλ. 234-162. <box>325 510 475 529</box>
classified-ad: ΚΑΛΛΗΣ Βαρδάρη γκαρσονιέρα 30 τ.μ. 2ος ὄροφ. Τηλ. 421-035. <box>10 864 160 882</box>
classified-ad: ΟΙΚΟΠΕΔΑ, ἀγοράζουμε στὴν Καλαμαριὰ καὶ ἐκτὸς σχεδίου. Τηλ. 276-700. <box>167 609 317 637</box>
classified-ad: ΚΑΡΥΠΙΔΗΣ Τσιμισκῆ 121. Διαμέρισμα 120 τ.μ. 3ος ὄροφ. Τηλ. 265-326. <box>483 214 632 242</box>
